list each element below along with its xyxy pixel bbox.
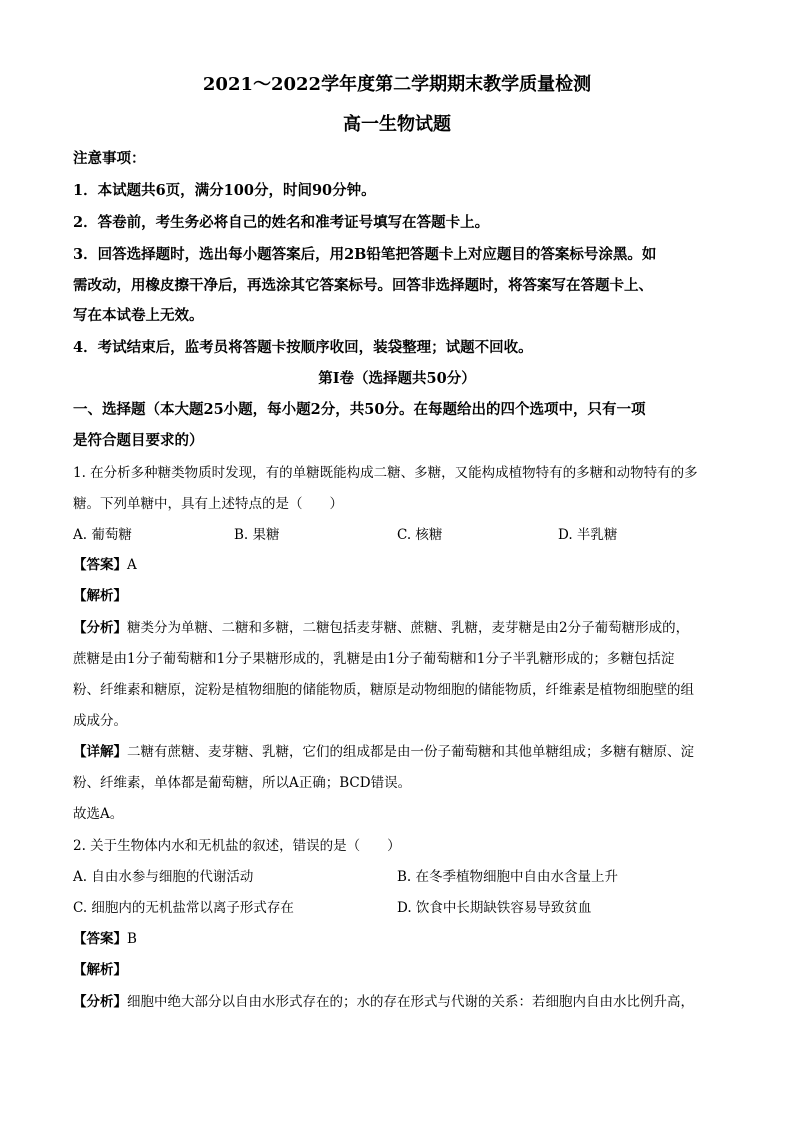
q1-fenxi-line-4: 成成分。: [73, 713, 127, 729]
q1-answer: [73, 555, 733, 575]
q2-analysis-tag: 【解析】: [73, 962, 127, 978]
q2-answer-value: B: [127, 931, 137, 947]
q1-xiangjie-line-2: 粉、纤维素，单体都是葡萄糖，所以A正确；BCD错误。: [73, 775, 412, 791]
q1-fenxi-line-1: 【分析】糖类分为单糖、二糖和多糖，二糖包括麦芽糖、蔗糖、乳糖，麦芽糖是由2分子葡萄糖形成的，: [73, 620, 690, 636]
q1-answer-value: A: [127, 557, 137, 573]
q2-option-d: D. 饮食中长期缺铁容易导致贫血: [397, 900, 592, 916]
q2-answer: [73, 929, 733, 949]
q2-option-a: A. 自由水参与细胞的代谢活动: [73, 869, 254, 885]
q1-option-c: C. 核糖: [397, 527, 443, 543]
section-instructions-line-1: 一、选择题（本大题25小题，每小题2分，共50分。在每题给出的四个选项中，只有一项: [73, 401, 646, 418]
q1-stem-line-1: 1. 在分析多种糖类物质时发现，有的单糖既能构成二糖、多糖，又能构成植物特有的多糖和动物特有的多: [73, 465, 698, 481]
exam-title: 2021～2022学年度第二学期期末教学质量检测: [202, 74, 592, 95]
notice-item-1: 1．本试题共6页，满分100分，时间90分钟。: [73, 182, 376, 199]
q1-analysis-tag: 【解析】: [73, 588, 127, 604]
q1-xiangjie-line-1: 【详解】二糖有蔗糖、麦芽糖、乳糖，它们的组成都是由一份子葡萄糖和其他单糖组成；多糖有糖原、淀: [73, 744, 694, 760]
q1-option-b: B. 果糖: [234, 527, 280, 543]
q2-answer-tag: 【答案】: [73, 931, 127, 947]
q1-conclusion: 故选A。: [73, 806, 124, 822]
notice-item-3-line-2: 需改动，用橡皮擦干净后，再选涂其它答案标号。回答非选择题时，将答案写在答题卡上、: [73, 277, 653, 294]
q1-fenxi-line-3: 粉、纤维素和糖原，淀粉是植物细胞的储能物质，糖原是动物细胞的储能物质，纤维素是植物细胞壁的组: [73, 682, 694, 698]
notice-item-2: 2．答卷前，考生务必将自己的姓名和准考证号填写在答题卡上。: [73, 214, 490, 231]
notice-item-3-line-1: 3．回答选择题时，选出每小题答案后，用2B铅笔把答题卡上对应题目的答案标号涂黑。如: [73, 246, 657, 263]
q2-stem: 2. 关于生物体内水和无机盐的叙述，错误的是（ ）: [73, 838, 401, 854]
q1-option-a: A. 葡萄糖: [73, 527, 132, 543]
section-instructions-line-2: 是符合题目要求的）: [73, 432, 204, 449]
notice-item-3-line-3: 写在本试卷上无效。: [73, 307, 204, 324]
q1-xiangjie-tag: 【详解】: [73, 744, 127, 760]
q2-option-c: C. 细胞内的无机盐常以离子形式存在: [73, 900, 294, 916]
q2-fenxi-line-1: 【分析】细胞中绝大部分以自由水形式存在的；水的存在形式与代谢的关系：若细胞内自由水比例升高，: [73, 994, 694, 1010]
q1-answer-tag: 【答案】: [73, 557, 127, 573]
q1-fenxi-line-2: 蔗糖是由1分子葡萄糖和1分子果糖形成的，乳糖是由1分子葡萄糖和1分子半乳糖形成的；多糖包括淀: [73, 651, 675, 667]
q1-fenxi-tag: 【分析】: [73, 620, 127, 636]
q1-stem-line-2: 糖。下列单糖中，具有上述特点的是（ ）: [73, 496, 343, 512]
notice-heading: 注意事项：: [73, 150, 146, 167]
exam-subtitle: 高一生物试题: [343, 114, 451, 135]
notice-item-4: 4．考试结束后，监考员将答题卡按顺序收回，装袋整理；试题不回收。: [73, 339, 533, 356]
q2-fenxi-tag: 【分析】: [73, 994, 127, 1010]
q2-option-b: B. 在冬季植物细胞中自由水含量上升: [397, 869, 619, 885]
section-title: 第I卷（选择题共50分）: [318, 370, 476, 387]
q1-option-d: D. 半乳糖: [558, 527, 618, 543]
